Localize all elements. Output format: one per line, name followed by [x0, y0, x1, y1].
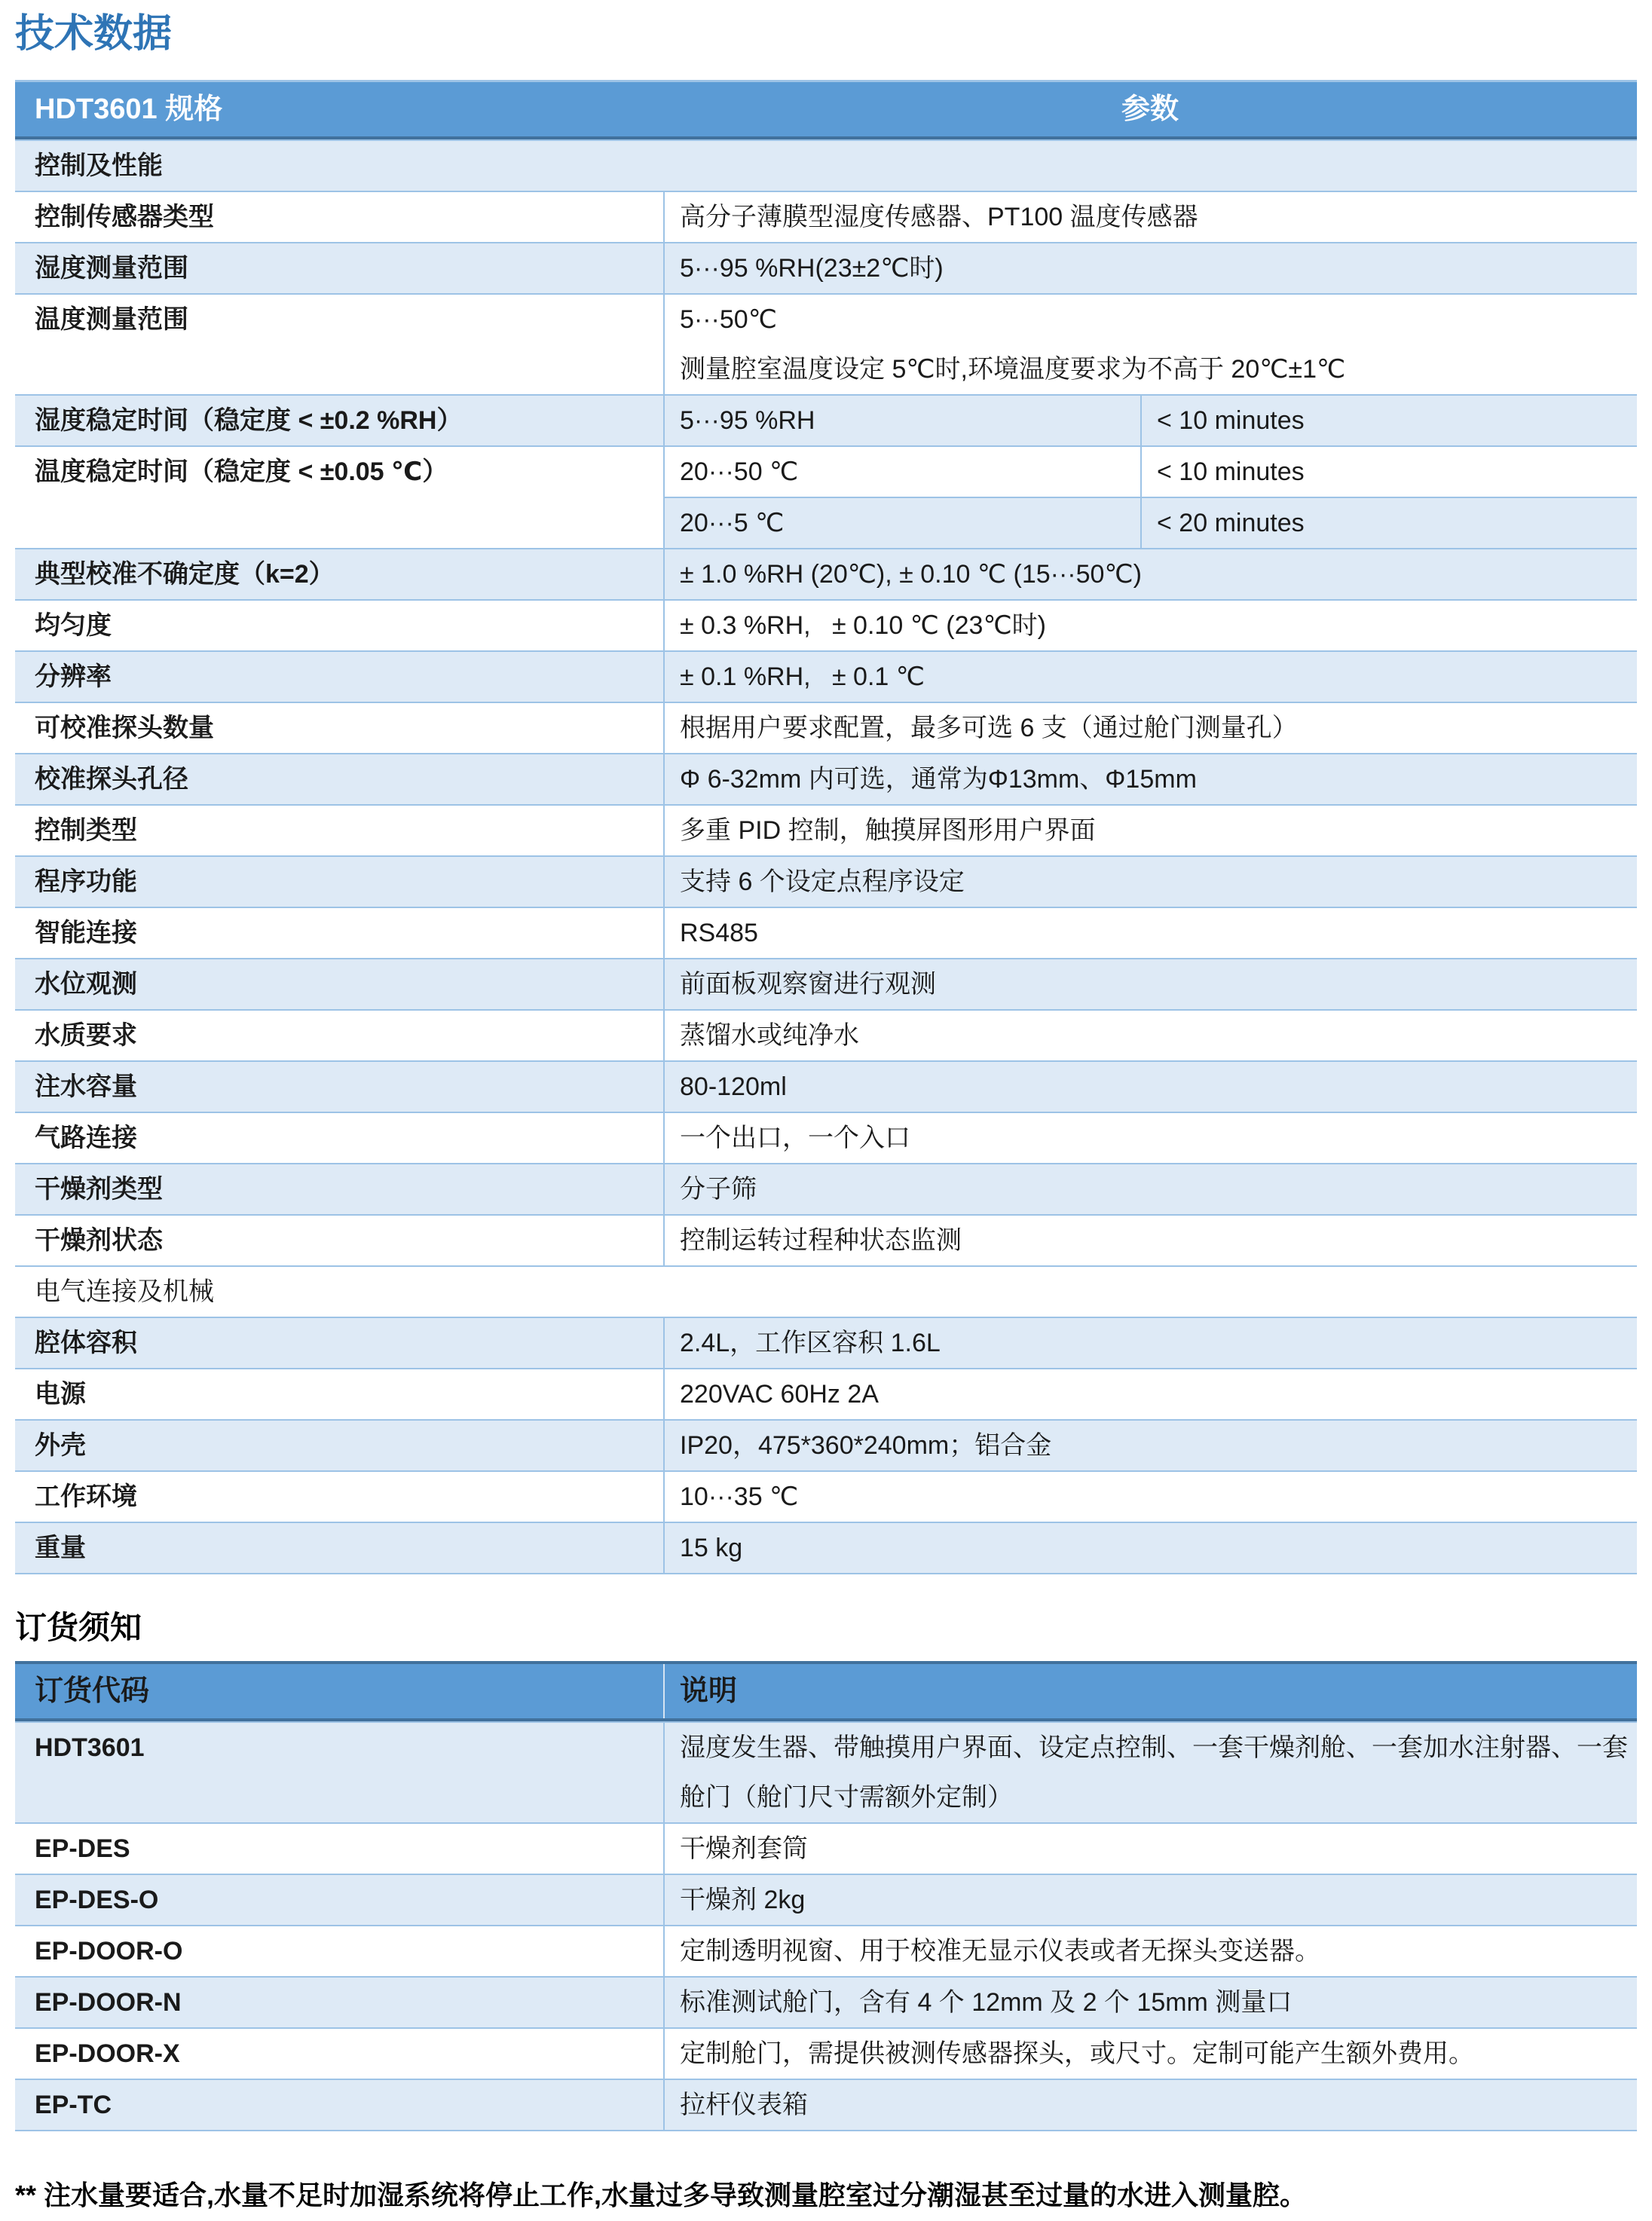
row-value-line1: 5···50℃ — [680, 305, 777, 335]
table-row — [15, 1721, 1637, 1822]
order-heading: 订货须知 — [15, 1610, 142, 1646]
row-value: 2.4L，工作区容积 1.6L — [663, 1318, 1637, 1368]
row-label: 智能连接 — [35, 919, 137, 948]
table-row — [15, 242, 1637, 293]
row-label: 控制传感器类型 — [35, 203, 214, 232]
table-row — [15, 191, 1637, 242]
sub-row — [665, 497, 1637, 548]
table-row — [15, 855, 1637, 907]
table-row — [15, 1317, 1637, 1368]
row-value: Φ 6-32mm 内可选，通常为Φ13mm、Φ15mm — [663, 754, 1637, 804]
table-row — [15, 1009, 1637, 1060]
row-label: 校准探头孔径 — [35, 765, 188, 794]
row-label: 控制类型 — [35, 816, 137, 846]
row-value-group — [663, 295, 1637, 394]
row-value: ± 0.3 %RH, ± 0.10 ℃ (23℃时) — [663, 601, 1637, 650]
section-label: 控制及性能 — [35, 151, 163, 181]
row-label: 温度测量范围 — [35, 305, 188, 335]
table-row — [15, 958, 1637, 1009]
table-row — [15, 1470, 1637, 1522]
table-row — [15, 599, 1637, 650]
table-row — [15, 1822, 1637, 1874]
order-table — [15, 1661, 1637, 2131]
spec-table-header-row — [15, 80, 1637, 139]
row-value: 15 kg — [663, 1523, 1637, 1573]
table-row — [15, 1976, 1637, 2027]
section-row — [15, 139, 1637, 191]
row-label: 干燥剂类型 — [35, 1175, 163, 1204]
sub-row — [665, 447, 1637, 497]
table-row — [15, 1522, 1637, 1573]
table-row — [15, 2027, 1637, 2079]
order-code: EP-DES — [35, 1834, 130, 1863]
order-code: EP-DOOR-X — [35, 2039, 180, 2068]
table-row — [15, 702, 1637, 753]
table-row — [15, 445, 1637, 548]
row-value: 220VAC 60Hz 2A — [663, 1369, 1637, 1419]
row-value: 80-120ml — [663, 1062, 1637, 1112]
row-value: RS485 — [663, 908, 1637, 958]
order-table-header-row — [15, 1661, 1637, 1721]
table-row — [15, 2079, 1637, 2130]
order-code: EP-DOOR-N — [35, 1987, 182, 2017]
row-label: 均匀度 — [35, 611, 112, 641]
order-code: HDT3601 — [35, 1733, 145, 1762]
row-value: 一个出口，一个入口 — [663, 1113, 1637, 1163]
table-row — [15, 907, 1637, 958]
row-label: 干燥剂状态 — [35, 1226, 163, 1256]
table-row — [15, 1368, 1637, 1419]
row-label: 工作环境 — [35, 1482, 137, 1512]
row-value: 10···35 ℃ — [663, 1472, 1637, 1522]
spec-header-parameter: 参数 — [1121, 93, 1179, 126]
row-label: 典型校准不确定度（k=2） — [35, 560, 335, 589]
row-value: 5···95 %RH(23±2℃时) — [663, 243, 1637, 293]
order-header-code: 订货代码 — [35, 1675, 150, 1707]
row-label: 重量 — [35, 1534, 86, 1563]
row-label: 湿度测量范围 — [35, 254, 188, 283]
table-row — [15, 394, 1637, 445]
table-row — [15, 548, 1637, 599]
row-value-time: < 10 minutes — [1140, 447, 1637, 497]
row-value-range: 20···50 ℃ — [680, 457, 799, 487]
table-row — [15, 1112, 1637, 1163]
row-value: ± 1.0 %RH (20℃), ± 0.10 ℃ (15···50℃) — [663, 549, 1637, 599]
order-code: EP-TC — [35, 2090, 112, 2119]
order-desc: 定制透明视窗、用于校准无显示仪表或者无探头变送器。 — [663, 1926, 1637, 1976]
row-value-line2: 测量腔室温度设定 5℃时,环境温度要求为不高于 20℃±1℃ — [680, 355, 1346, 384]
row-label: 外壳 — [35, 1431, 86, 1461]
row-value: 分子筛 — [663, 1164, 1637, 1214]
row-label: 分辨率 — [35, 662, 112, 692]
section-row — [15, 1265, 1637, 1317]
row-label: 电源 — [35, 1380, 86, 1409]
order-header-desc: 说明 — [663, 1664, 1637, 1718]
row-value: 控制运转过程种状态监测 — [663, 1216, 1637, 1265]
spec-table — [15, 80, 1637, 1574]
order-desc: 干燥剂 2kg — [663, 1875, 1637, 1925]
table-row — [15, 753, 1637, 804]
row-label: 水质要求 — [35, 1021, 137, 1051]
order-desc: 拉杆仪表箱 — [663, 2080, 1637, 2130]
table-row — [15, 1874, 1637, 1925]
order-code: EP-DOOR-O — [35, 1936, 183, 1966]
row-value: 前面板观察窗进行观测 — [663, 959, 1637, 1009]
table-row — [15, 650, 1637, 702]
footnote: ** 注水量要适合,水量不足时加湿系统将停止工作,水量过多导致测量腔室过分潮湿甚至过量的水进入测量腔。 — [15, 2179, 1308, 2210]
table-row — [15, 293, 1637, 394]
order-code: EP-DES-O — [35, 1885, 159, 1914]
row-value-range: 20···5 ℃ — [680, 509, 785, 538]
order-desc: 干燥剂套筒 — [663, 1824, 1637, 1874]
row-value: 多重 PID 控制，触摸屏图形用户界面 — [663, 806, 1637, 855]
row-value: 高分子薄膜型湿度传感器、PT100 温度传感器 — [663, 192, 1637, 242]
order-desc: 湿度发生器、带触摸用户界面、设定点控制、一套干燥剂舱、一套加水注射器、一套舱门（舱门尺寸需额外定制） — [663, 1723, 1637, 1822]
row-value-range: 5···95 %RH — [680, 406, 815, 436]
row-label: 温度稳定时间（稳定度 < ±0.05 ℃） — [35, 457, 448, 487]
row-value: 蒸馏水或纯净水 — [663, 1011, 1637, 1060]
row-value: 支持 6 个设定点程序设定 — [663, 857, 1637, 907]
row-value: IP20，475*360*240mm；铝合金 — [663, 1421, 1637, 1470]
table-row — [15, 1419, 1637, 1470]
section-label: 电气连接及机械 — [35, 1277, 214, 1307]
table-row — [15, 804, 1637, 855]
row-value-split — [663, 396, 1637, 445]
row-label: 可校准探头数量 — [35, 714, 214, 743]
row-subrows — [663, 447, 1637, 548]
row-value-time: < 10 minutes — [1140, 396, 1637, 445]
table-row — [15, 1060, 1637, 1112]
row-label: 湿度稳定时间（稳定度 < ±0.2 %RH） — [35, 406, 463, 436]
order-desc: 标准测试舱门，含有 4 个 12mm 及 2 个 15mm 测量口 — [663, 1978, 1637, 2027]
row-value: ± 0.1 %RH, ± 0.1 ℃ — [663, 652, 1637, 702]
row-value-time: < 20 minutes — [1140, 498, 1637, 548]
table-row — [15, 1163, 1637, 1214]
table-row — [15, 1925, 1637, 1976]
row-label: 注水容量 — [35, 1072, 137, 1102]
row-label: 气路连接 — [35, 1124, 137, 1153]
row-label: 程序功能 — [35, 867, 137, 897]
page-title: 技术数据 — [15, 12, 173, 56]
row-label: 水位观测 — [35, 970, 137, 999]
spec-header-model: HDT3601 规格 — [35, 93, 223, 126]
row-value: 根据用户要求配置，最多可选 6 支（通过舱门测量孔） — [663, 703, 1637, 753]
table-row — [15, 1214, 1637, 1265]
row-label: 腔体容积 — [35, 1329, 137, 1358]
order-desc: 定制舱门，需提供被测传感器探头，或尺寸。定制可能产生额外费用。 — [663, 2029, 1637, 2079]
